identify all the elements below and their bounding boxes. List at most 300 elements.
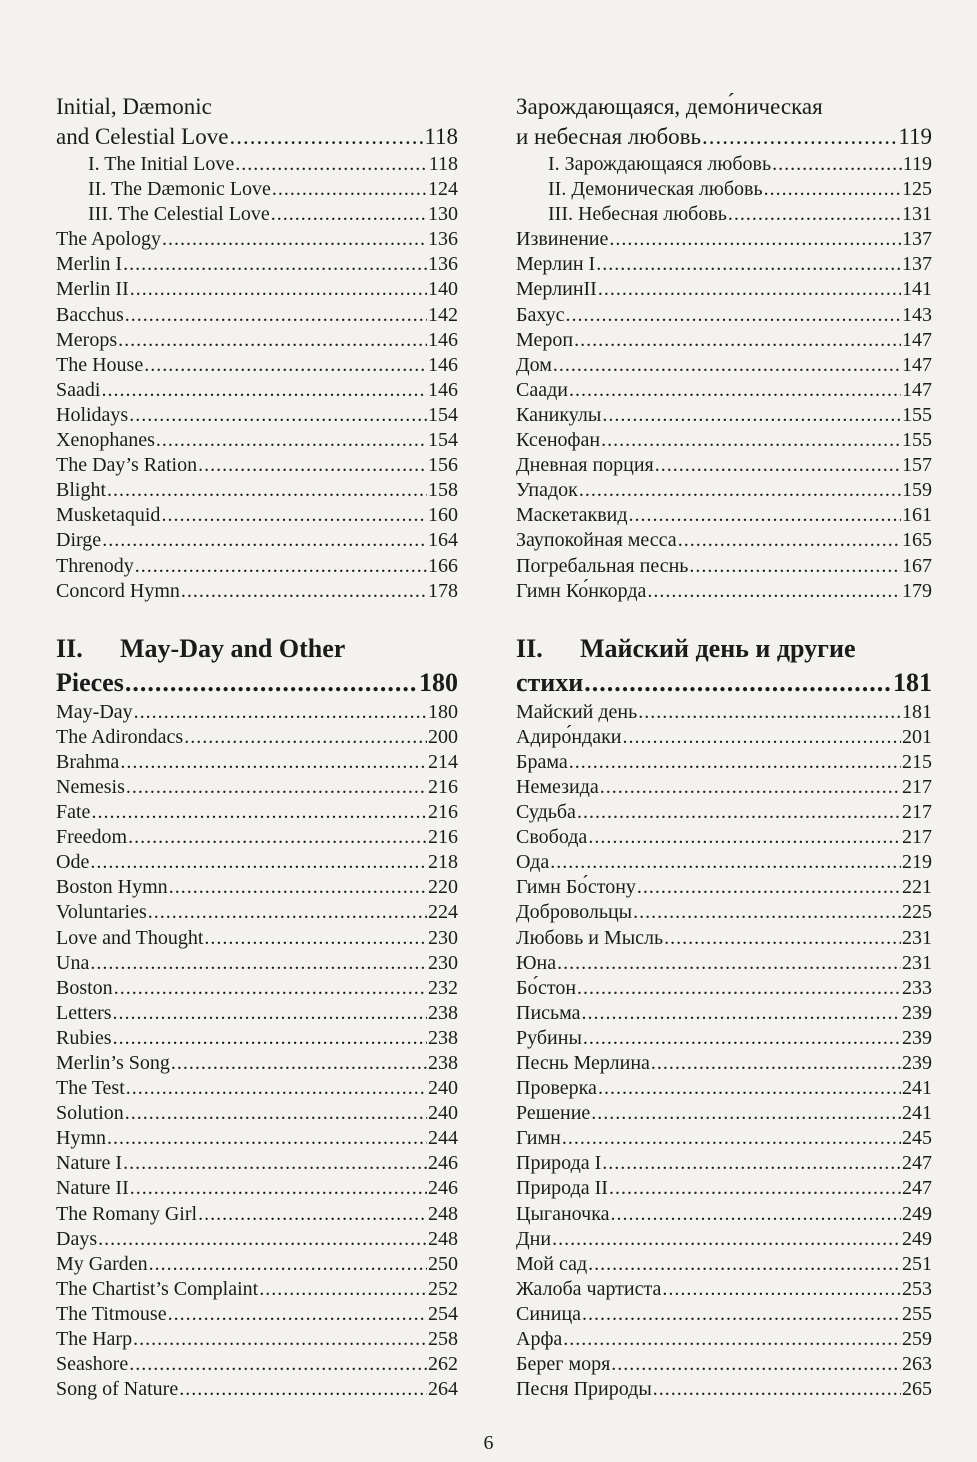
toc-entry [516, 1001, 932, 1026]
toc-entry [56, 503, 458, 528]
entry-title: Маскетаквид [516, 504, 628, 527]
entry-title: Song of Nature [56, 1378, 179, 1401]
entry-title: Freedom [56, 826, 128, 849]
entry-page: 147 [902, 328, 932, 351]
entry-page: 233 [902, 976, 932, 999]
entry-title: Dirge [56, 529, 102, 552]
toc-entry [56, 579, 458, 604]
entry-title: Мой сад [516, 1252, 588, 1275]
entry-page: 265 [902, 1378, 932, 1401]
entry-page: 142 [428, 303, 458, 326]
entry-title: Решение [516, 1102, 591, 1125]
toc-entry [516, 1227, 932, 1252]
entry-title: Merlin I [56, 253, 123, 276]
toc-entry [516, 1277, 932, 1302]
entry-page: 220 [428, 876, 458, 899]
dot-leader [552, 1227, 901, 1252]
entry-title: Merops [56, 328, 118, 351]
dot-leader [577, 976, 901, 1001]
entry-title: Hymn [56, 1127, 106, 1150]
toc-entry [516, 277, 932, 302]
toc-entry [56, 202, 458, 227]
entry-page: 214 [428, 750, 458, 773]
dot-leader [651, 1051, 901, 1076]
toc-entry [56, 1252, 458, 1277]
entry-page: 218 [428, 851, 458, 874]
dot-leader [565, 303, 901, 328]
entry-title: Майский день [516, 700, 638, 723]
entry-title: Свобода [516, 826, 588, 849]
entry-page: 238 [428, 1001, 458, 1024]
dot-leader [577, 800, 901, 825]
toc-entry [516, 775, 932, 800]
entry-page: 240 [428, 1077, 458, 1100]
dot-leader [129, 403, 427, 428]
entry-title: Гимн Ко́нкорда [516, 579, 647, 602]
toc-entry [56, 1026, 458, 1051]
entry-page: 125 [902, 178, 932, 201]
toc-entry [516, 122, 932, 152]
entry-page: 217 [902, 826, 932, 849]
toc-entry [56, 1352, 458, 1377]
entry-title: Voluntaries [56, 901, 147, 924]
entry-title: Boston Hymn [56, 876, 168, 899]
toc-entry [516, 900, 932, 925]
entry-title: Гимн [516, 1127, 561, 1150]
entry-page: 143 [902, 303, 932, 326]
dot-leader [126, 775, 427, 800]
entry-page: 181 [902, 700, 932, 723]
entry-title: Solution [56, 1102, 124, 1125]
entry-page: 238 [428, 1052, 458, 1074]
dot-leader [181, 579, 427, 604]
dot-leader [133, 1327, 427, 1352]
entry-page: 136 [428, 228, 458, 251]
entry-page: 244 [428, 1127, 458, 1150]
dot-leader [113, 1001, 427, 1026]
dot-leader [101, 378, 427, 403]
dot-leader [598, 1076, 901, 1101]
entry-page: 124 [428, 178, 458, 201]
entry-title: The Day’s Ration [56, 454, 198, 477]
entry-page: 217 [902, 775, 932, 798]
toc-entry [516, 428, 932, 453]
entry-title: Юна [516, 951, 557, 974]
entry-page: 249 [902, 1227, 932, 1250]
entry-page: 262 [428, 1353, 458, 1376]
toc-entry [516, 1151, 932, 1176]
toc-entry [56, 1202, 458, 1227]
entry-title: Цыганочка [516, 1202, 610, 1225]
entry-page: 119 [902, 153, 932, 175]
entry-page: 259 [902, 1328, 932, 1351]
dot-leader [601, 428, 901, 453]
toc-column-english [56, 92, 458, 1402]
toc-entry [516, 1302, 932, 1327]
toc-entry [516, 353, 932, 378]
entry-title: The Test [56, 1077, 125, 1100]
entry-title: Concord Hymn [56, 579, 180, 602]
entry-title: Извинение [516, 228, 609, 251]
toc-entry [516, 227, 932, 252]
entry-page: 147 [902, 378, 932, 401]
entry-title: The Titmouse [56, 1302, 167, 1325]
toc-entry [516, 825, 932, 850]
dot-leader [102, 528, 427, 553]
toc-entry [56, 328, 458, 353]
toc-entry [56, 825, 458, 850]
toc-entry [516, 328, 932, 353]
entry-title: Упадок [516, 479, 578, 502]
entry-title: Pieces [56, 667, 124, 697]
dot-leader [602, 403, 901, 428]
entry-title: Письма [516, 1001, 581, 1024]
entry-title: стихи [516, 667, 584, 697]
entry-title: Немезида [516, 775, 599, 798]
toc-entry [56, 1377, 458, 1402]
entry-page: 119 [898, 124, 932, 149]
toc-entry [516, 1126, 932, 1151]
entry-page: 154 [428, 403, 458, 426]
toc-heading-line: Зарождающаяся, демо́ническая [516, 94, 823, 119]
toc-entry [516, 976, 932, 1001]
entry-title: Саади [516, 378, 568, 401]
entry-page: 219 [902, 851, 932, 874]
toc-entry [56, 926, 458, 951]
entry-title: Nature II [56, 1177, 129, 1200]
toc-entry [56, 1076, 458, 1101]
entry-page: 118 [424, 124, 458, 149]
dot-leader [148, 900, 427, 925]
dot-leader [562, 1126, 901, 1151]
entry-title: Природа I [516, 1152, 602, 1175]
dot-leader [126, 1076, 427, 1101]
toc-entry [516, 252, 932, 277]
entry-title: The Apology [56, 228, 161, 251]
dot-leader [653, 1377, 901, 1402]
toc-entry [516, 850, 932, 875]
toc-entry [516, 1076, 932, 1101]
entry-title: Мерлин I [516, 253, 596, 276]
dot-leader [728, 202, 901, 227]
toc-entry [516, 202, 932, 227]
dot-leader [664, 926, 901, 951]
dot-leader [130, 1176, 427, 1201]
dot-leader [584, 666, 892, 700]
entry-title: and Celestial Love [56, 124, 229, 149]
dot-leader [90, 951, 427, 976]
entry-page: 146 [428, 328, 458, 351]
entry-page: 137 [902, 228, 932, 251]
entry-title: Fate [56, 801, 91, 824]
entry-title: The Harp [56, 1328, 133, 1351]
toc-entry [516, 554, 932, 579]
entry-page: 147 [902, 353, 932, 376]
entry-title: Brahma [56, 750, 120, 773]
section-heading [56, 632, 458, 666]
entry-page: 249 [902, 1202, 932, 1225]
dot-leader [272, 177, 427, 202]
entry-page: 216 [428, 775, 458, 798]
entry-title: Песня Природы [516, 1378, 652, 1401]
toc-entry [516, 1202, 932, 1227]
entry-title: Арфа [516, 1328, 563, 1351]
section-number: II. [516, 633, 543, 663]
entry-page: 158 [428, 479, 458, 502]
toc-entry [516, 1252, 932, 1277]
entry-page: 252 [428, 1277, 458, 1300]
toc-entry [56, 1277, 458, 1302]
toc-entry [516, 1327, 932, 1352]
toc-entry [56, 528, 458, 553]
toc-entry [56, 951, 458, 976]
toc-entry [56, 850, 458, 875]
entry-title: Boston [56, 976, 113, 999]
entry-title: Любовь и Мысль [516, 926, 664, 949]
dot-leader [655, 453, 901, 478]
entry-title: Дневная порция [516, 454, 654, 477]
toc-entry [516, 725, 932, 750]
entry-page: 180 [419, 667, 458, 697]
entry-title: Судьба [516, 801, 576, 824]
entry-page: 141 [902, 278, 932, 301]
entry-page: 154 [428, 429, 458, 452]
entry-title: The Romany Girl [56, 1202, 198, 1225]
dot-leader [135, 554, 427, 579]
entry-title: Bacchus [56, 303, 124, 326]
entry-page: 238 [428, 1026, 458, 1049]
toc-entry [516, 152, 932, 177]
entry-page: 155 [902, 403, 932, 426]
toc-entry [516, 666, 932, 700]
toc-entry [56, 152, 458, 177]
entry-title: III. The Celestial Love [88, 203, 270, 226]
entry-page: 248 [428, 1202, 458, 1225]
entry-page: 216 [428, 801, 458, 824]
entry-page: 240 [428, 1102, 458, 1125]
entry-title: The Adirondacs [56, 725, 184, 748]
entry-page: 239 [902, 1001, 932, 1024]
entry-page: 246 [428, 1152, 458, 1175]
entry-title: Merlin’s Song [56, 1052, 170, 1074]
dot-leader [184, 725, 427, 750]
dot-leader [169, 875, 427, 900]
dot-leader [611, 1352, 901, 1377]
dot-leader [764, 177, 901, 202]
dot-leader [633, 900, 901, 925]
dot-leader [168, 1302, 427, 1327]
dot-leader [602, 1151, 901, 1176]
dot-leader [162, 227, 427, 252]
entry-title: I. Зарождающаяся любовь [548, 153, 772, 175]
dot-leader [129, 1352, 427, 1377]
entry-title: Берег моря [516, 1353, 611, 1376]
entry-title: Una [56, 951, 90, 974]
toc-entry [56, 976, 458, 1001]
toc-entry [516, 926, 932, 951]
entry-title: II. The Dæmonic Love [88, 178, 271, 201]
toc-column-russian [516, 92, 932, 1402]
dot-leader [91, 800, 427, 825]
dot-leader [582, 1302, 901, 1327]
toc-entry [56, 750, 458, 775]
toc-entry [56, 1051, 458, 1076]
entry-title: Ксенофан [516, 429, 601, 452]
entry-page: 131 [902, 203, 932, 226]
dot-leader [598, 277, 901, 302]
dot-leader [702, 122, 897, 152]
toc-entry [56, 800, 458, 825]
entry-page: 180 [428, 700, 458, 723]
toc-entry [516, 875, 932, 900]
entry-title: Blight [56, 479, 107, 502]
toc-entry [516, 1101, 932, 1126]
entry-page: 201 [902, 725, 932, 748]
dot-leader [114, 976, 427, 1001]
dot-leader [582, 1001, 901, 1026]
entry-title: Песнь Мерлина [516, 1052, 650, 1074]
entry-title: Проверка [516, 1077, 597, 1100]
dot-leader [647, 579, 901, 604]
dot-leader [609, 227, 901, 252]
dot-leader [149, 1252, 427, 1277]
entry-page: 247 [902, 1177, 932, 1200]
entry-title: Добровольцы [516, 901, 633, 924]
dot-leader [198, 1202, 427, 1227]
dot-leader [144, 353, 427, 378]
toc-entry [56, 177, 458, 202]
dot-leader [611, 1202, 902, 1227]
entry-page: 165 [902, 529, 932, 552]
dot-leader [623, 725, 902, 750]
entry-title: Каникулы [516, 403, 602, 426]
entry-page: 254 [428, 1302, 458, 1325]
entry-title: Merlin II [56, 278, 129, 301]
dot-leader [271, 202, 427, 227]
entry-title: Заупокойная месса [516, 529, 677, 552]
entry-title: Rubies [56, 1026, 112, 1049]
entry-title: Love and Thought [56, 926, 204, 949]
toc-entry [516, 951, 932, 976]
entry-page: 246 [428, 1177, 458, 1200]
dot-leader [557, 951, 901, 976]
entry-title: Брама [516, 750, 568, 773]
entry-page: 250 [428, 1252, 458, 1275]
dot-leader [123, 1151, 427, 1176]
entry-title: Xenophanes [56, 429, 155, 452]
toc-entry [56, 725, 458, 750]
entry-title: Saadi [56, 378, 101, 401]
dot-leader [637, 875, 901, 900]
entry-page: 140 [428, 278, 458, 301]
entry-title: Дом [516, 353, 552, 376]
toc-entry [56, 1126, 458, 1151]
entry-title: Letters [56, 1001, 112, 1024]
toc-entry [56, 122, 458, 152]
entry-page: 156 [428, 454, 458, 477]
toc-entry [56, 700, 458, 725]
entry-title: Nemesis [56, 775, 125, 798]
toc-entry [516, 1352, 932, 1377]
toc-entry [56, 277, 458, 302]
entry-page: 200 [428, 725, 458, 748]
section-title: Майский день и другие [580, 633, 856, 663]
toc-entry [516, 1051, 932, 1076]
entry-title: Гимн Бо́стону [516, 876, 636, 899]
entry-page: 245 [902, 1127, 932, 1150]
entry-title: Ode [56, 851, 90, 874]
entry-title: Жалоба чартиста [516, 1277, 662, 1300]
entry-title: Musketaquid [56, 504, 161, 527]
entry-page: 164 [428, 529, 458, 552]
toc-entry [56, 775, 458, 800]
entry-page: 178 [428, 579, 458, 602]
toc-entry [56, 403, 458, 428]
dot-leader [98, 1227, 427, 1252]
entry-title: Days [56, 1227, 98, 1250]
entry-page: 255 [902, 1302, 932, 1325]
toc-entry [56, 478, 458, 503]
entry-page: 166 [428, 554, 458, 577]
entry-title: May-Day [56, 700, 133, 723]
dot-leader [689, 554, 901, 579]
dot-leader [120, 750, 427, 775]
entry-page: 231 [902, 951, 932, 974]
dot-leader [591, 1101, 901, 1126]
entry-page: 231 [902, 926, 932, 949]
entry-title: Бо́стон [516, 976, 577, 999]
dot-leader [90, 850, 427, 875]
dot-leader [563, 1327, 901, 1352]
dot-leader [772, 152, 902, 177]
entry-page: 137 [902, 253, 932, 276]
entry-page: 264 [428, 1378, 458, 1401]
dot-leader [629, 503, 901, 528]
entry-page: 225 [902, 901, 932, 924]
dot-leader [662, 1277, 901, 1302]
dot-leader [161, 503, 427, 528]
entry-title: Природа II [516, 1177, 608, 1200]
entry-page: 221 [902, 876, 932, 899]
entry-page: 130 [428, 203, 458, 226]
entry-page: 217 [902, 801, 932, 824]
dot-leader [107, 478, 427, 503]
entry-page: 239 [902, 1026, 932, 1049]
toc-entry [56, 1302, 458, 1327]
dot-leader [638, 700, 901, 725]
entry-title: МерлинII [516, 278, 597, 301]
dot-leader [600, 775, 901, 800]
entry-page: 136 [428, 253, 458, 276]
toc-entries-top [516, 122, 932, 604]
toc-entry [56, 1227, 458, 1252]
dot-leader [235, 152, 427, 177]
dot-leader [113, 1026, 427, 1051]
dot-leader [198, 453, 427, 478]
entry-page: 146 [428, 378, 458, 401]
entry-page: 251 [902, 1252, 932, 1275]
dot-leader [125, 303, 427, 328]
toc-entry [56, 900, 458, 925]
entry-page: 241 [902, 1102, 932, 1125]
dot-leader [569, 378, 901, 403]
dot-leader [588, 825, 901, 850]
entry-title: Nature I [56, 1152, 123, 1175]
toc-entry [56, 453, 458, 478]
entry-page: 118 [428, 153, 458, 175]
toc-entry [516, 700, 932, 725]
toc-entry [516, 303, 932, 328]
